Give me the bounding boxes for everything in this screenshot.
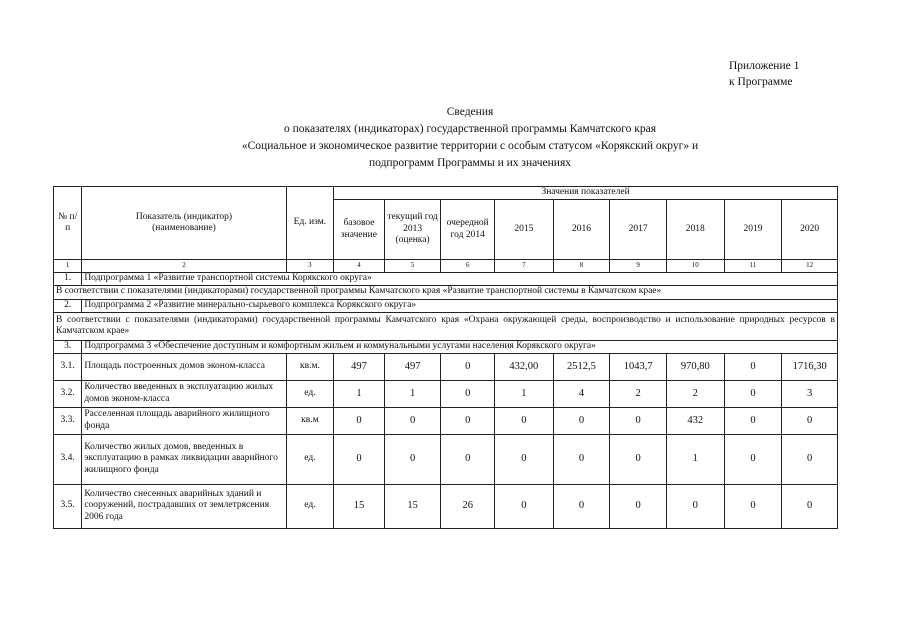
header-values-group: Значения показателей	[334, 187, 838, 200]
section-row	[54, 299, 838, 312]
value-cell: 1	[495, 380, 554, 407]
value-cell: 2	[610, 380, 667, 407]
value-cell: 3	[782, 380, 838, 407]
header-year-2015: 2015	[495, 200, 554, 260]
row-num: 3.3.	[54, 407, 82, 434]
table-row	[54, 380, 838, 407]
appendix-line-2: к Программе	[729, 76, 793, 88]
value-cell: 0	[495, 484, 554, 528]
header-year-2019: 2019	[724, 200, 782, 260]
row-unit: ед.	[286, 484, 334, 528]
value-cell: 1	[384, 380, 441, 407]
header-indicator: Показатель (индикатор) (наименование)	[82, 187, 286, 260]
col-number: 8	[553, 260, 610, 273]
table-row	[54, 353, 838, 380]
section-title: Подпрограмма 2 «Развитие минерально-сырьевого комплекса Корякского округа»	[82, 299, 838, 312]
value-cell: 0	[610, 407, 667, 434]
row-name: Расселенная площадь аварийного жилищного фонда	[82, 407, 286, 434]
col-number: 7	[495, 260, 554, 273]
value-cell: 0	[441, 407, 495, 434]
value-cell: 0	[610, 434, 667, 484]
col-number: 2	[82, 260, 286, 273]
header-year-2016: 2016	[553, 200, 610, 260]
value-cell: 0	[724, 353, 782, 380]
value-cell: 0	[553, 407, 610, 434]
section-num: 2.	[54, 299, 82, 312]
col-number: 5	[384, 260, 441, 273]
value-cell: 2512,5	[553, 353, 610, 380]
row-num: 3.4.	[54, 434, 82, 484]
value-cell: 2	[666, 380, 724, 407]
header-num: № п/п	[54, 187, 82, 260]
column-numbers-row	[54, 260, 838, 273]
title-line-4: подпрограмм Программы и их значениях	[369, 157, 571, 169]
col-number: 12	[782, 260, 838, 273]
row-num: 3.5.	[54, 484, 82, 528]
col-number: 9	[610, 260, 667, 273]
header-year-2018: 2018	[666, 200, 724, 260]
row-num: 3.2.	[54, 380, 82, 407]
value-cell: 0	[782, 434, 838, 484]
section-note: В соответствии с показателями (индикаторами) государственной программы Камчатского края «Охрана окружающей среды, воспроизводство и использование природных ресурсов в Камчатском крае»	[54, 312, 838, 340]
value-cell: 15	[384, 484, 441, 528]
value-cell: 0	[495, 407, 554, 434]
indicators-table	[53, 186, 838, 529]
row-name: Количество введенных в эксплуатацию жилых домов эконом-класса	[82, 380, 286, 407]
value-cell: 0	[724, 407, 782, 434]
section-title: Подпрограмма 1 «Развитие транспортной системы Корякского округа»	[82, 272, 838, 285]
section-title: Подпрограмма 3 «Обеспечение доступным и комфортным жильем и коммунальными услугами населения Корякского округа»	[82, 340, 838, 353]
col-number: 1	[54, 260, 82, 273]
value-cell: 0	[495, 434, 554, 484]
table-row	[54, 434, 838, 484]
value-cell: 0	[610, 484, 667, 528]
value-cell: 1043,7	[610, 353, 667, 380]
value-cell: 0	[724, 380, 782, 407]
value-cell: 1	[666, 434, 724, 484]
section-num: 1.	[54, 272, 82, 285]
title-line-3: «Социальное и экономическое развитие территории с особым статусом «Корякский округ» и	[241, 140, 699, 152]
section-row	[54, 340, 838, 353]
value-cell: 0	[553, 484, 610, 528]
appendix-label	[729, 58, 799, 90]
row-unit: ед.	[286, 434, 334, 484]
row-unit: ед.	[286, 380, 334, 407]
table-row	[54, 407, 838, 434]
table-row	[54, 484, 838, 528]
header-next: очередной год 2014	[441, 200, 495, 260]
col-number: 4	[334, 260, 385, 273]
row-name: Площадь построенных домов эконом-класса	[82, 353, 286, 380]
col-number: 11	[724, 260, 782, 273]
value-cell: 0	[782, 484, 838, 528]
header-unit: Ед. изм.	[286, 187, 334, 260]
section-row	[54, 272, 838, 285]
value-cell: 0	[441, 434, 495, 484]
document-title	[120, 104, 820, 172]
value-cell: 0	[666, 484, 724, 528]
header-current: текущий год 2013 (оценка)	[384, 200, 441, 260]
value-cell: 432	[666, 407, 724, 434]
value-cell: 497	[384, 353, 441, 380]
row-unit: кв.м	[286, 407, 334, 434]
title-line-2: о показателях (индикаторах) государственной программы Камчатского края	[284, 123, 656, 135]
header-year-2020: 2020	[782, 200, 838, 260]
value-cell: 970,80	[666, 353, 724, 380]
value-cell: 432,00	[495, 353, 554, 380]
value-cell: 0	[553, 434, 610, 484]
value-cell: 26	[441, 484, 495, 528]
value-cell: 0	[334, 407, 385, 434]
value-cell: 0	[724, 434, 782, 484]
value-cell: 15	[334, 484, 385, 528]
title-line-1: Сведения	[446, 106, 494, 118]
value-cell: 1	[334, 380, 385, 407]
value-cell: 0	[441, 380, 495, 407]
value-cell: 497	[334, 353, 385, 380]
value-cell: 0	[441, 353, 495, 380]
section-note: В соответствии с показателями (индикаторами) государственной программы Камчатского края «Развитие транспортной системы в Камчатском крае»	[54, 285, 838, 299]
value-cell: 0	[384, 434, 441, 484]
value-cell: 4	[553, 380, 610, 407]
section-note-row	[54, 312, 838, 340]
col-number: 3	[286, 260, 334, 273]
col-number: 10	[666, 260, 724, 273]
header-base: базовое значение	[334, 200, 385, 260]
section-num: 3.	[54, 340, 82, 353]
section-note-row	[54, 285, 838, 299]
appendix-line-1: Приложение 1	[729, 60, 800, 72]
value-cell: 1716,30	[782, 353, 838, 380]
row-name: Количество жилых домов, введенных в эксплуатацию в рамках ликвидации аварийного жилищного фонда	[82, 434, 286, 484]
value-cell: 0	[724, 484, 782, 528]
value-cell: 0	[334, 434, 385, 484]
col-number: 6	[441, 260, 495, 273]
row-num: 3.1.	[54, 353, 82, 380]
row-name: Количество снесенных аварийных зданий и сооружений, пострадавших от землетрясения 2006 года	[82, 484, 286, 528]
value-cell: 0	[384, 407, 441, 434]
value-cell: 0	[782, 407, 838, 434]
header-year-2017: 2017	[610, 200, 667, 260]
row-unit: кв.м.	[286, 353, 334, 380]
